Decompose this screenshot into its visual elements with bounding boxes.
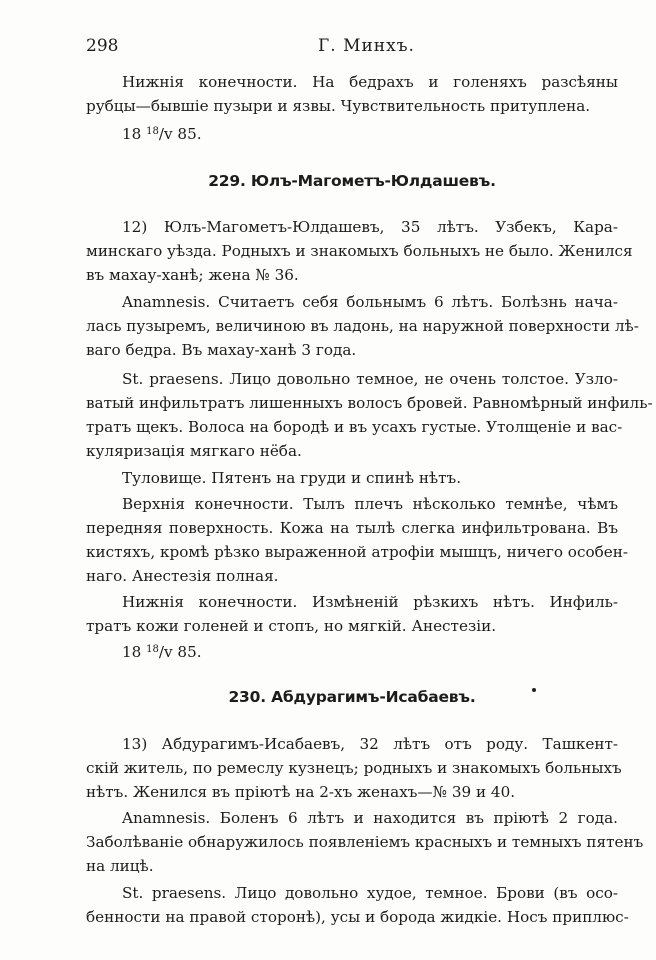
date-note (122, 643, 202, 661)
text-line: тратъ щекъ. Волоса на бородѣ и въ усахъ густые. Утолщеніе и вас- (86, 418, 623, 436)
text-line: Нижнія конечности. На бедрахъ и голеняхъ разсѣяны (122, 73, 618, 91)
date-rest: /v 85. (158, 643, 202, 661)
text-line: ваго бедра. Въ махау-ханѣ 3 года. (86, 341, 357, 359)
text-line: Верхнія конечности. Тылъ плечъ нѣсколько темнѣе, чѣмъ (122, 495, 618, 513)
text-line: 12) Юлъ-Магометъ-Юлдашевъ, 35 лѣтъ. Узбекъ, Кара- (122, 218, 618, 236)
text-line: куляризація мягкаго нёба. (86, 442, 302, 460)
case-heading-229: 229. Юлъ-Магометъ-Юлдашевъ. (208, 172, 496, 190)
text-line: St. praesens. Лицо довольно темное, не очень толстое. Узло- (122, 370, 618, 388)
page-header (86, 36, 618, 60)
text-line: 13) Абдурагимъ-Исабаевъ, 32 лѣтъ отъ роду. Ташкент- (122, 735, 618, 753)
paragraph-case-229-intro (86, 215, 633, 287)
text-line: въ махау-ханѣ; жена № 36. (86, 266, 299, 284)
paragraph-trunk-229 (86, 466, 618, 490)
date-day: 18 (122, 643, 142, 661)
text-line: Anamnesis. Боленъ 6 лѣтъ и находится въ пріютѣ 2 года. (122, 809, 618, 827)
date-superscript: 18 (146, 644, 159, 655)
text-line: рубцы—бывшіе пузыри и язвы. Чувствительность притуплена. (86, 97, 591, 115)
text-line: Заболѣваніе обнаружилось появленіемъ красныхъ и темныхъ пятенъ (86, 833, 644, 851)
date-day: 18 (122, 125, 142, 143)
print-speck (532, 688, 536, 692)
page-number: 298 (86, 36, 119, 56)
text-line: ватый инфильтратъ лишенныхъ волосъ бровей. Равномѣрный инфиль- (86, 394, 653, 412)
date-rest: /v 85. (158, 125, 202, 143)
text-line: Anamnesis. Считаетъ себя больнымъ 6 лѣтъ. Болѣзнь нача- (122, 293, 618, 311)
text-line: бенности на правой сторонѣ), усы и борода жидкіе. Носъ приплюс- (86, 908, 629, 926)
paragraph-case-230-intro (86, 732, 622, 804)
paragraph-lower-limbs-1 (86, 70, 618, 118)
case-heading-230: 230. Абдурагимъ-Исабаевъ. (228, 688, 476, 706)
date-note (122, 125, 202, 143)
paragraph-lower-limbs-229 (86, 590, 618, 638)
running-head: Г. Минхъ. (318, 36, 415, 56)
paragraph-anamnesis-229 (86, 290, 639, 362)
text-line: тратъ кожи голеней и стопъ, но мягкій. Анестезіи. (86, 617, 497, 635)
text-line: наго. Анестезія полная. (86, 567, 279, 585)
paragraph-status-229 (86, 367, 653, 463)
paragraph-upper-limbs-229 (86, 492, 628, 588)
date-superscript: 18 (146, 126, 159, 137)
text-line: на лицѣ. (86, 857, 154, 875)
text-line: Туловище. Пятенъ на груди и спинѣ нѣтъ. (122, 469, 462, 487)
text-line: кистяхъ, кромѣ рѣзко выраженной атрофіи мышцъ, ничего особен- (86, 543, 628, 561)
text-line: Нижнія конечности. Измѣненій рѣзкихъ нѣтъ. Инфиль- (122, 593, 618, 611)
text-line: нѣтъ. Женился въ пріютѣ на 2-хъ женахъ—№ 39 и 40. (86, 783, 516, 801)
text-line: скій житель, по ремеслу кузнецъ; родныхъ и знакомыхъ больныхъ (86, 759, 622, 777)
paragraph-anamnesis-230 (86, 806, 644, 878)
text-line: лась пузыремъ, величиною въ ладонь, на наружной поверхности лѣ- (86, 317, 639, 335)
text-line: St. praesens. Лицо довольно худое, темное. Брови (въ осо- (122, 884, 618, 902)
paragraph-status-230 (86, 881, 629, 929)
text-line: передняя поверхность. Кожа на тылѣ слегка инфильтрована. Въ (86, 519, 618, 537)
text-line: минскаго уѣзда. Родныхъ и знакомыхъ больныхъ не было. Женился (86, 242, 633, 260)
